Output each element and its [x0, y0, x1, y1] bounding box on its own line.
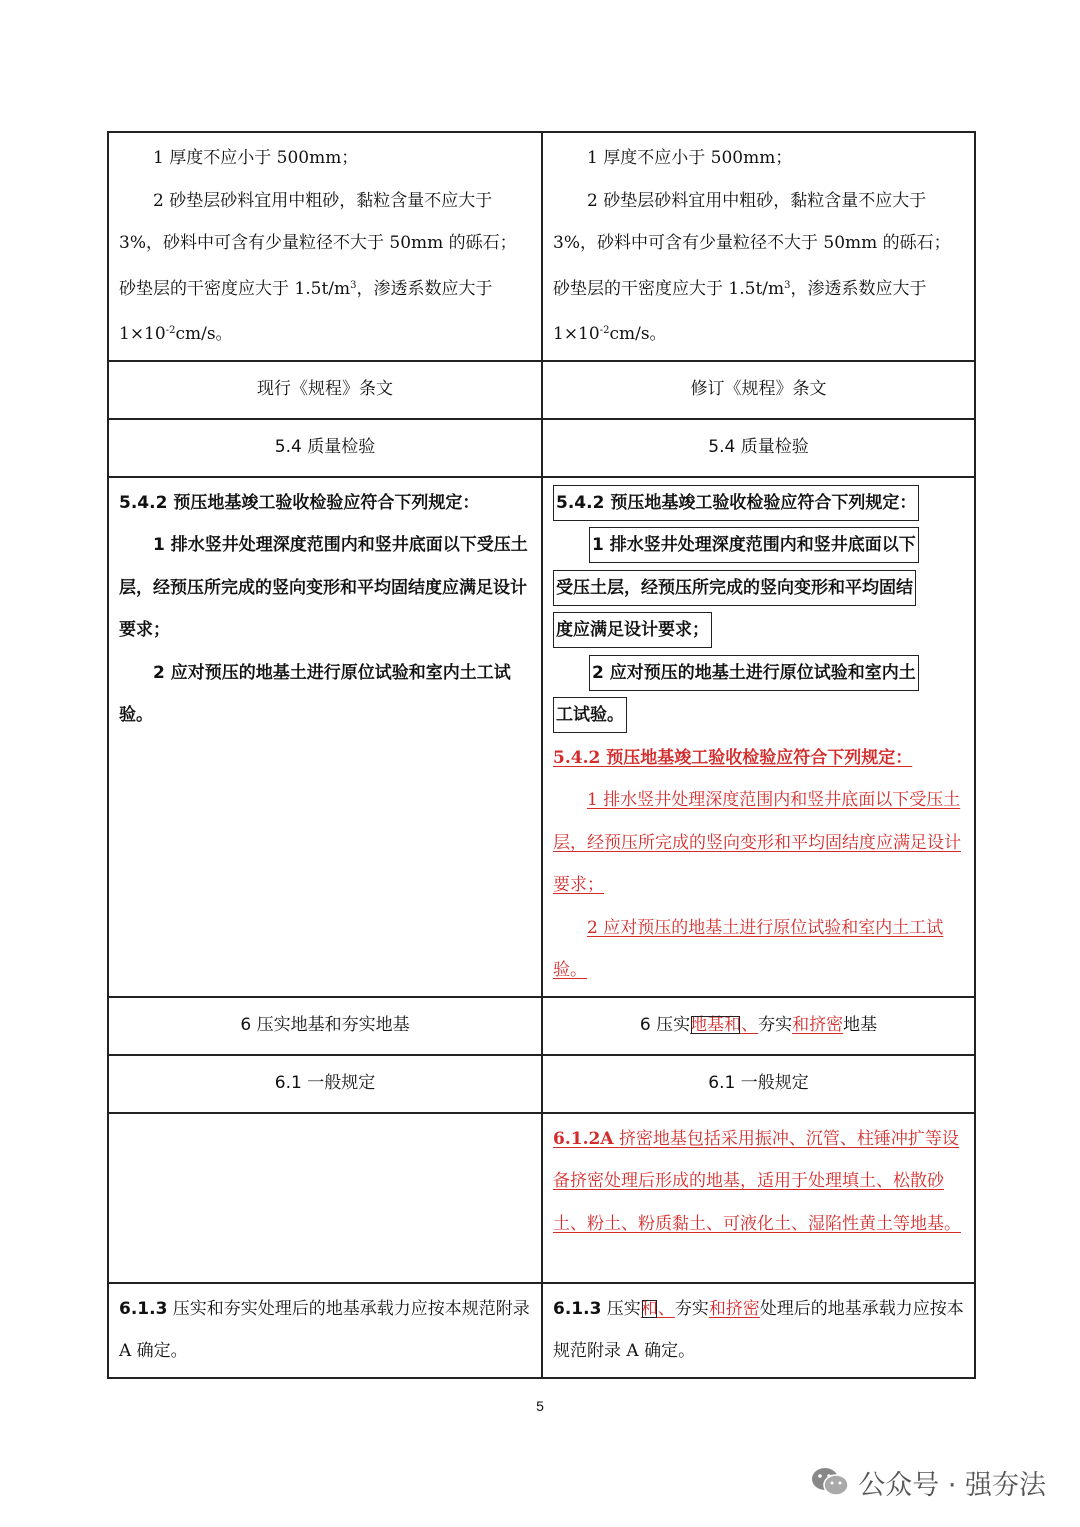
text-fragment: 处理后的地基承载力应按本规范附录 A 确定。 — [553, 1298, 964, 1361]
text-fragment: 地基 — [843, 1015, 878, 1036]
item-1: 1 厚度不应小于 500mm； — [587, 148, 793, 168]
revision-mark: 和挤密 — [792, 1015, 844, 1036]
clause-number: 6.1.2A — [553, 1128, 614, 1149]
item-2-line: cm/s。 — [175, 324, 233, 344]
section-row — [108, 1055, 975, 1113]
left-cell-empty — [108, 1113, 542, 1283]
revision-mark: 和 — [640, 1298, 658, 1319]
table-header-row — [108, 361, 975, 419]
table-row — [108, 1283, 975, 1378]
superscript: 3 — [350, 279, 357, 291]
section-title: 6.1 一般规定 — [542, 1055, 975, 1113]
watermark-text: 公众号 · 强夯法 — [858, 1469, 1046, 1501]
table-row — [108, 1113, 975, 1283]
clause-item: 2 应对预压的地基土进行原位试验和室内土工试验。 — [119, 662, 511, 725]
item-2-line: cm/s。 — [609, 324, 667, 344]
watermark — [810, 1462, 1046, 1502]
revision-mark: 和挤密 — [708, 1298, 760, 1319]
table-row — [108, 477, 975, 997]
text-fragment: 夯实 — [758, 1015, 793, 1036]
revision-mark: 、 — [657, 1298, 675, 1319]
header-revised: 修订《规程》条文 — [542, 361, 975, 419]
item-2-line: 砂垫层的干密度应大于 1.5t/m — [119, 278, 351, 299]
inserted-item: 1 排水竖井处理深度范围内和竖井底面以下受压土层，经预压所完成的竖向变形和平均固结度应满足设计要求； — [553, 790, 961, 895]
chapter-row — [108, 997, 975, 1055]
inserted-clause: 挤密地基包括采用振冲、沉管、柱锤冲扩等设备挤密处理后形成的地基，适用于处理填土、松散砂土、粉土、粉质黏土、可液化土、湿陷性黄土等地基。 — [553, 1128, 961, 1234]
superscript: 3 — [784, 279, 791, 291]
revision-mark: 、 — [741, 1015, 759, 1036]
clause-text: 压实和夯实处理后的地基承载力应按本规范附录 A 确定。 — [119, 1298, 530, 1361]
text-fragment: 夯实 — [674, 1298, 709, 1319]
inserted-clause-title: 5.4.2 预压地基竣工验收检验应符合下列规定： — [553, 747, 913, 768]
text-fragment: 压实 — [601, 1298, 641, 1319]
chapter-title-revised — [542, 997, 975, 1055]
right-cell — [542, 477, 975, 997]
item-2-line: 3%，砂料中可含有少量粒径不大于 50mm 的砾石； — [119, 233, 517, 253]
item-2-line: 砂垫层的干密度应大于 1.5t/m — [553, 278, 785, 299]
superscript: -2 — [599, 325, 610, 336]
item-2-line: 2 砂垫层砂料宜用中粗砂，黏粒含量不应大于 — [587, 190, 927, 211]
deleted-line: 2 应对预压的地基土进行原位试验和室内土 — [589, 655, 919, 691]
deleted-line: 1 排水竖井处理深度范围内和竖井底面以下 — [589, 527, 919, 563]
item-2-line: 3%，砂料中可含有少量粒径不大于 50mm 的砾石； — [553, 233, 951, 253]
section-row — [108, 419, 975, 477]
right-cell — [542, 132, 975, 361]
item-2-line: ，渗透系数应大于 — [356, 278, 493, 299]
superscript: -2 — [165, 325, 176, 336]
clause-title: 5.4.2 预压地基竣工验收检验应符合下列规定： — [119, 492, 480, 513]
text-fragment: 6 压实 — [639, 1015, 691, 1036]
inserted-item: 2 应对预压的地基土进行原位试验和室内土工试验。 — [553, 917, 944, 980]
left-cell — [108, 477, 542, 997]
table-row — [108, 132, 975, 361]
comparison-table — [107, 131, 976, 1379]
section-title: 5.4 质量检验 — [108, 419, 542, 477]
deleted-line: 受压土层，经预压所完成的竖向变形和平均固结 — [553, 570, 916, 606]
left-cell — [108, 132, 542, 361]
clause-number: 6.1.3 — [119, 1298, 168, 1319]
item-2-line: ，渗透系数应大于 — [790, 278, 927, 299]
deleted-line: 工试验。 — [553, 697, 627, 733]
clause-number: 6.1.3 — [553, 1298, 602, 1319]
chapter-title: 6 压实地基和夯实地基 — [108, 997, 542, 1055]
deleted-clause-title: 5.4.2 预压地基竣工验收检验应符合下列规定： — [553, 485, 919, 521]
header-current: 现行《规程》条文 — [108, 361, 542, 419]
right-cell — [542, 1113, 975, 1283]
item-2-line: 1×10 — [553, 324, 600, 344]
wechat-icon — [810, 1465, 850, 1499]
section-title: 5.4 质量检验 — [542, 419, 975, 477]
revision-mark: 地基和 — [690, 1015, 742, 1036]
clause-item: 1 排水竖井处理深度范围内和竖井底面以下受压土层，经预压所完成的竖向变形和平均固结度应满足设计要求； — [119, 535, 528, 640]
item-2-line: 1×10 — [119, 324, 166, 344]
section-title: 6.1 一般规定 — [108, 1055, 542, 1113]
right-cell — [542, 1283, 975, 1378]
page-number: 5 — [536, 1398, 544, 1414]
left-cell — [108, 1283, 542, 1378]
item-1: 1 厚度不应小于 500mm； — [153, 148, 359, 168]
deleted-line: 度应满足设计要求； — [553, 612, 712, 648]
item-2-line: 2 砂垫层砂料宜用中粗砂，黏粒含量不应大于 — [153, 190, 493, 211]
